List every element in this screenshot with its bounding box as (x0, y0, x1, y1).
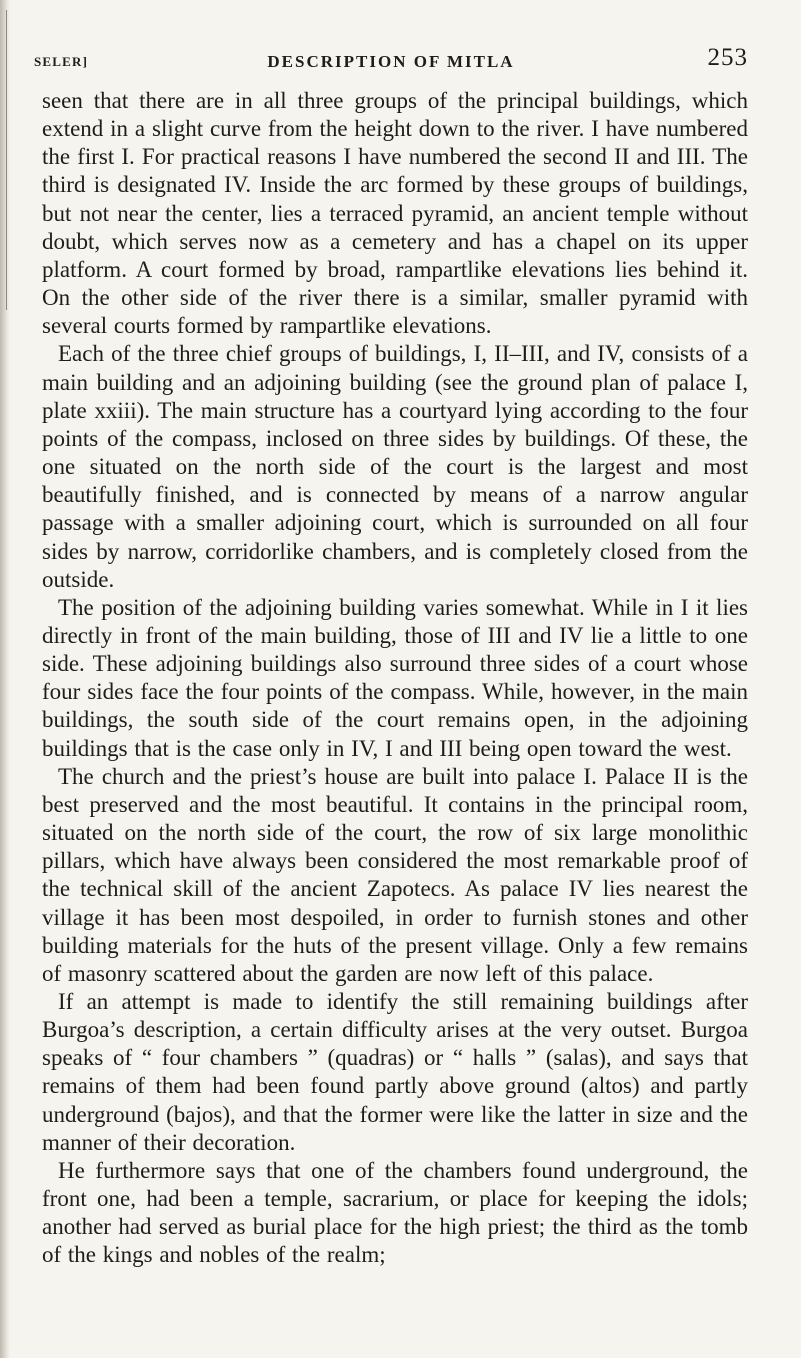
page-number: 253 (707, 44, 748, 71)
page-spine-shadow (0, 0, 10, 1358)
paragraph-2: Each of the three chief groups of buildings, I, II–III, and IV, consists of a main building and an adjoining building (see the ground plan of palace I, plate xxiii). The main structure has a courtyard lying according to the four points of the compass, inclosed on three sides by buildings. Of these, the one situated on the north side of the court is the largest and most beautifully finished, and is connected by means of a narrow angular passage with a smaller adjoining court, which is surrounded on all four sides by narrow, corridorlike chambers, and is completely closed from the outside. (42, 341, 748, 592)
paragraph-4: The church and the priest’s house are built into palace I. Palace II is the best preserved and the most beautiful. It contains in the principal room, situated on the north side of the court, the row of six large monolithic pillars, which have always been considered the most remarkable proof of the technical skill of the ancient Zapotecs. As palace IV lies nearest the village it has been most despoiled, in order to furnish stones and other building materials for the huts of the present village. Only a few remains of masonry scattered about the garden are now left of this palace. (42, 763, 748, 986)
paragraph-3: The position of the adjoining building varies somewhat. While in I it lies directly in front of the main building, those of III and IV lie a little to one side. These adjoining buildings also surround three sides of a court whose four sides face the four points of the compass. While, however, in the main buildings, the south side of the court remains open, in the adjoining buildings that is the case only in IV, I and III being open toward the west. (42, 594, 748, 761)
spine-edge-line (6, 10, 7, 310)
paragraph-6: He furthermore says that one of the chambers found underground, the front one, had been a temple, sacrarium, or place for keeping the idols; another had served as burial place for the high priest; the third as the tomb of the kings and nobles of the realm; (42, 1157, 748, 1268)
body-text (42, 87, 748, 1270)
paragraph-1: seen that there are in all three groups of the principal buildings, which extend in a slight curve from the height down to the river. I have numbered the first I. For practical reasons I have numbered the second II and III. The third is designated IV. Inside the arc formed by these groups of buildings, but not near the center, lies a terraced pyramid, an ancient temple without doubt, which serves now as a cemetery and has a chapel on its upper platform. A court formed by broad, rampartlike elevations lies behind it. On the other side of the river there is a similar, smaller pyramid with several courts formed by rampartlike elevations. (42, 88, 748, 339)
paragraph-5: If an attempt is made to identify the still remaining buildings after Burgoa’s description, a certain difficulty arises at the very outset. Burgoa speaks of “ four chambers ” (quadras) or “ halls ” (salas), and says that remains of them had been found partly above ground (altos) and partly underground (bajos), and that the former were like the latter in size and the manner of their decoration. (42, 989, 748, 1155)
page-header (34, 44, 748, 80)
running-head-title: DESCRIPTION OF MITLA (267, 52, 515, 71)
running-head-author: SELER] (34, 54, 89, 69)
